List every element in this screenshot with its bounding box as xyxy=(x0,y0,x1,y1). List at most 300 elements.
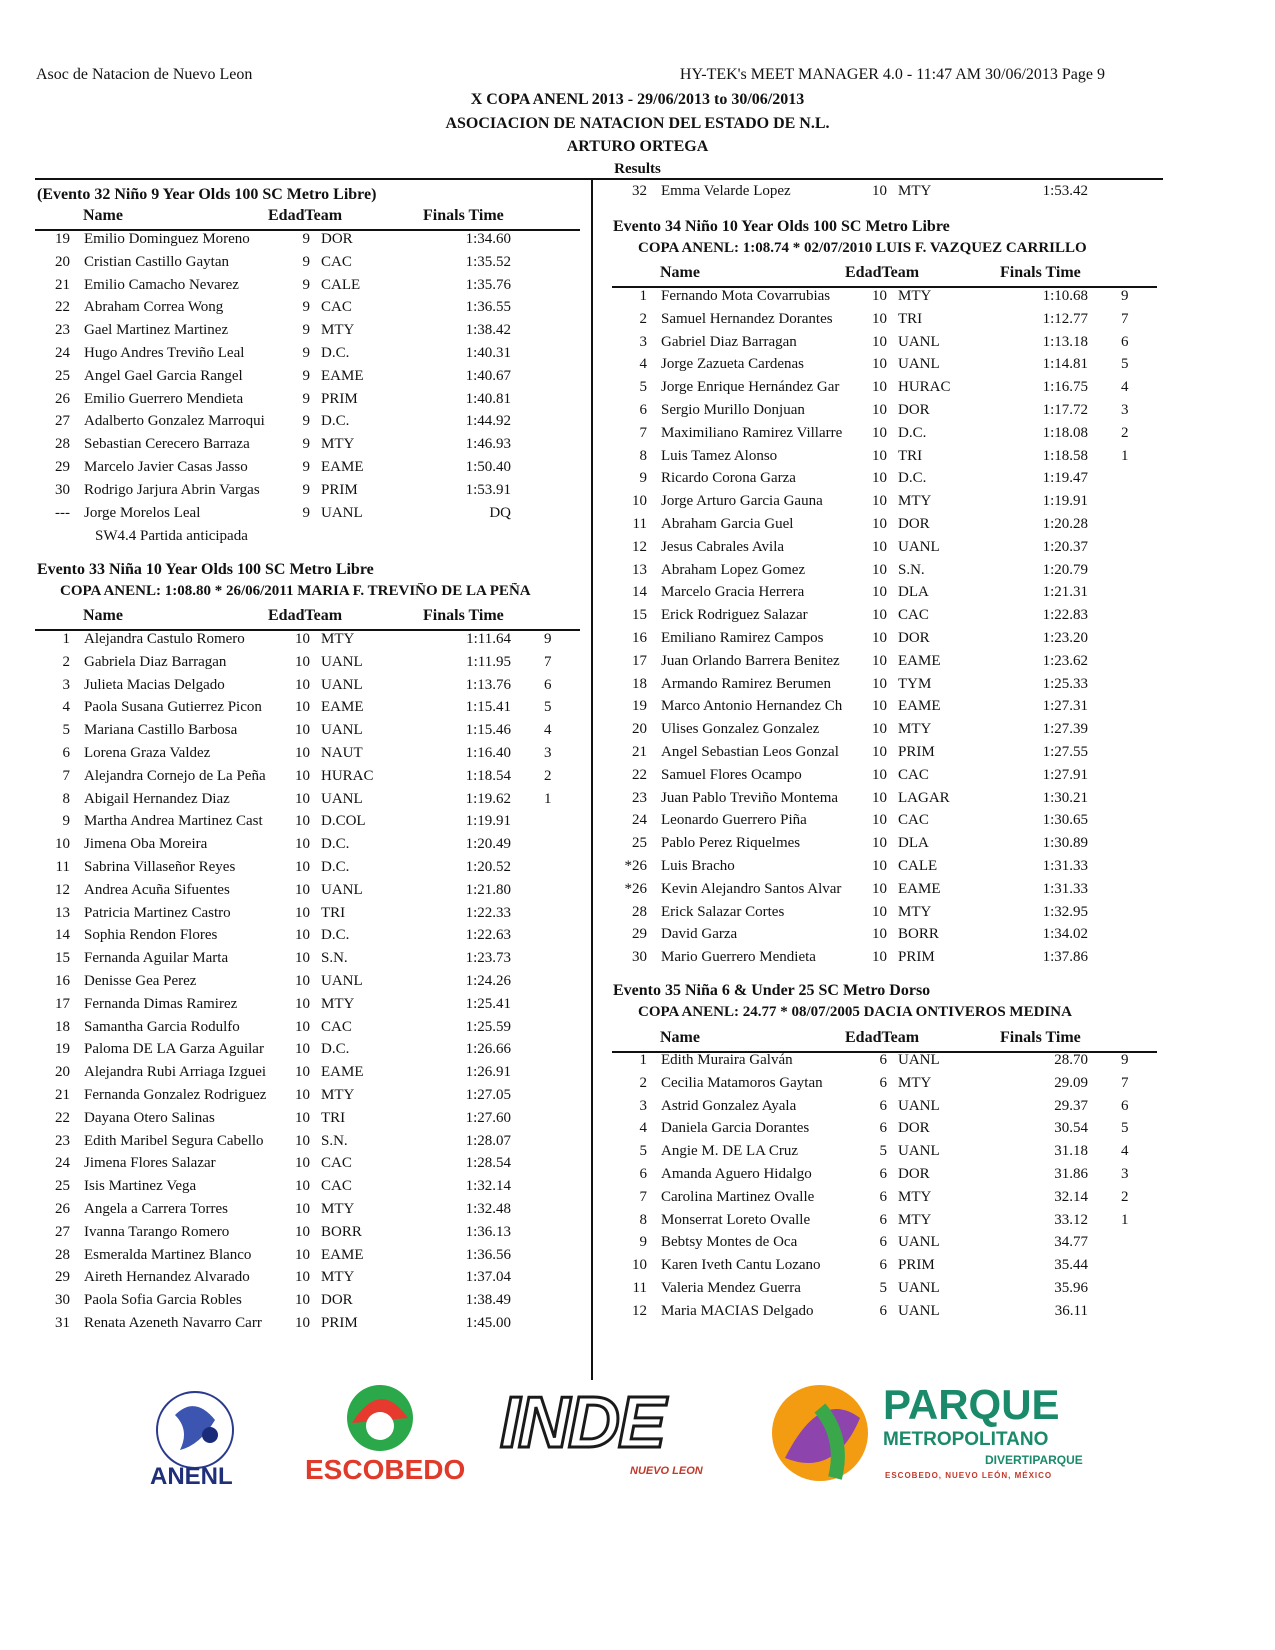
result-row xyxy=(35,436,580,459)
place: 11 xyxy=(55,859,70,875)
swimmer-name: Armando Ramirez Berumen xyxy=(661,675,831,692)
swimmer-name: Erick Rodriguez Salazar xyxy=(661,607,808,624)
team: CAC xyxy=(898,812,929,829)
finals-time: 35.44 xyxy=(1054,1257,1088,1274)
team: MTY xyxy=(321,1269,355,1286)
age: 6 xyxy=(879,1166,887,1182)
team: DOR xyxy=(898,402,930,418)
team: S.N. xyxy=(898,561,925,578)
swimmer-name: Ulises Gonzalez Gonzalez xyxy=(661,721,820,738)
result-row xyxy=(35,322,580,345)
result-row xyxy=(35,745,580,768)
finals-time: 1:18.54 xyxy=(465,767,511,784)
age: 6 xyxy=(879,1234,887,1251)
place: 21 xyxy=(55,1087,70,1103)
age: 10 xyxy=(872,652,887,669)
place: 23 xyxy=(632,789,647,806)
team: PRIM xyxy=(898,744,935,760)
result-row xyxy=(612,448,1157,471)
result-row xyxy=(35,677,580,700)
place: 20 xyxy=(632,721,647,738)
place: 28 xyxy=(55,436,70,453)
age: 9 xyxy=(302,345,310,361)
age: 10 xyxy=(872,402,887,418)
points: 9 xyxy=(1121,288,1129,304)
place: 30 xyxy=(632,949,647,966)
team: BORR xyxy=(321,1223,362,1240)
finals-time: 1:34.60 xyxy=(465,231,511,247)
finals-time: 1:13.18 xyxy=(1042,333,1088,350)
team: D.C. xyxy=(898,470,927,487)
team: PRIM xyxy=(321,390,358,407)
result-row xyxy=(612,812,1157,835)
column-age-team-label: EdadTeam xyxy=(268,207,343,224)
swimmer-name: Astrid Gonzalez Ayala xyxy=(661,1097,797,1114)
points: 2 xyxy=(544,767,552,784)
swimmer-name: Samantha Garcia Rodulfo xyxy=(84,1018,240,1035)
finals-time: 1:35.52 xyxy=(465,253,511,270)
finals-time: 1:15.46 xyxy=(465,722,511,739)
swimmer-name: Hugo Andres Treviño Leal xyxy=(84,345,245,361)
age: 10 xyxy=(872,721,887,738)
swimmer-name: Juan Pablo Treviño Montema xyxy=(661,789,839,806)
finals-time: 1:27.31 xyxy=(1042,698,1088,715)
age: 10 xyxy=(295,995,310,1012)
finals-time: 1:37.86 xyxy=(1042,949,1088,966)
team: UANL xyxy=(898,538,940,555)
escobedo-logo-text: ESCOBEDO xyxy=(305,1454,466,1485)
place: 5 xyxy=(639,379,647,396)
place: 29 xyxy=(632,926,647,943)
points: 4 xyxy=(1121,1143,1129,1160)
points: 3 xyxy=(1121,1166,1129,1182)
swimmer-name: Jorge Arturo Garcia Gauna xyxy=(661,493,823,510)
finals-time: 1:31.33 xyxy=(1042,858,1088,874)
result-row xyxy=(612,881,1157,904)
points: 6 xyxy=(544,676,552,693)
result-row xyxy=(35,905,580,928)
finals-time: 1:30.89 xyxy=(1042,835,1088,852)
team: UANL xyxy=(321,973,363,989)
place: 10 xyxy=(632,493,647,510)
age: 10 xyxy=(295,699,310,716)
event-record: COPA ANENL: 1:08.74 * 02/07/2010 LUIS F. VAZQUEZ CARRILLO xyxy=(638,240,1087,256)
age: 10 xyxy=(295,973,310,989)
dq-note: SW4.4 Partida anticipada xyxy=(95,528,248,544)
place: 22 xyxy=(632,766,647,783)
result-row xyxy=(612,311,1157,334)
finals-time: 35.96 xyxy=(1054,1280,1088,1296)
age: 10 xyxy=(872,333,887,350)
swimmer-name: Andrea Acuña Sifuentes xyxy=(84,881,230,898)
finals-time: 1:24.26 xyxy=(465,973,511,989)
place: 21 xyxy=(55,276,70,293)
age: 10 xyxy=(295,1223,310,1240)
age: 10 xyxy=(295,1018,310,1035)
age: 10 xyxy=(295,881,310,898)
place: 12 xyxy=(632,1302,647,1319)
result-row xyxy=(35,813,580,836)
swimmer-name: Maximiliano Ramirez Villarre xyxy=(661,424,843,441)
age: 10 xyxy=(872,379,887,396)
finals-time: 1:18.08 xyxy=(1042,424,1088,441)
age: 10 xyxy=(872,766,887,783)
age: 10 xyxy=(295,767,310,784)
team: TRI xyxy=(898,447,923,464)
finals-time: 1:15.41 xyxy=(465,699,511,716)
result-row xyxy=(35,1269,580,1292)
team: EAME xyxy=(321,1246,364,1263)
swimmer-name: Emiliano Ramirez Campos xyxy=(661,630,824,646)
place: 10 xyxy=(632,1257,647,1274)
column-header xyxy=(35,207,580,231)
place: 24 xyxy=(55,1155,70,1172)
age: 10 xyxy=(872,310,887,327)
age: 9 xyxy=(302,504,310,521)
team: TRI xyxy=(321,1109,346,1126)
place: 15 xyxy=(632,607,647,624)
team: CAC xyxy=(321,299,352,316)
event-record: COPA ANENL: 24.77 * 08/07/2005 DACIA ONTIVEROS MEDINA xyxy=(638,1004,1072,1020)
team: PRIM xyxy=(321,481,358,498)
result-row xyxy=(35,1155,580,1178)
result-row xyxy=(612,607,1157,630)
team: PRIM xyxy=(898,1257,935,1274)
age: 9 xyxy=(302,299,310,316)
place: *26 xyxy=(624,880,647,897)
points: 6 xyxy=(1121,1097,1129,1114)
place: 17 xyxy=(55,995,70,1012)
team: DOR xyxy=(898,1120,930,1137)
age: 10 xyxy=(872,675,887,692)
place: 14 xyxy=(55,927,70,944)
swimmer-name: Sophia Rendon Flores xyxy=(84,927,218,944)
finals-time: 1:30.21 xyxy=(1042,789,1088,806)
age: 10 xyxy=(295,1201,310,1217)
age: 10 xyxy=(295,904,310,921)
finals-time: 1:25.41 xyxy=(465,995,511,1012)
team: MTY xyxy=(321,631,355,647)
age: 9 xyxy=(302,436,310,453)
finals-time: 1:23.20 xyxy=(1042,630,1088,646)
result-row xyxy=(612,516,1157,539)
swimmer-name: Jimena Oba Moreira xyxy=(84,836,208,853)
swimmer-name: Samuel Flores Ocampo xyxy=(661,766,802,783)
swimmer-name: Samuel Hernandez Dorantes xyxy=(661,310,833,327)
age: 10 xyxy=(872,903,887,920)
age: 10 xyxy=(872,858,887,874)
team: UANL xyxy=(898,356,940,373)
team: DLA xyxy=(898,835,929,852)
result-row xyxy=(35,299,580,322)
team: MTY xyxy=(898,183,932,199)
team: TRI xyxy=(898,310,923,327)
event-record: COPA ANENL: 1:08.80 * 26/06/2011 MARIA F. TREVIÑO DE LA PEÑA xyxy=(60,583,531,599)
team: MTY xyxy=(898,721,932,738)
place: 4 xyxy=(639,356,647,373)
age: 9 xyxy=(302,367,310,384)
result-row xyxy=(612,904,1157,927)
points: 6 xyxy=(1121,333,1129,350)
escobedo-logo xyxy=(300,1378,466,1493)
result-row xyxy=(35,345,580,368)
result-row xyxy=(612,1120,1157,1143)
age: 6 xyxy=(879,1052,887,1068)
team: MTY xyxy=(898,903,932,920)
place: 21 xyxy=(632,744,647,760)
finals-time: 34.77 xyxy=(1054,1234,1088,1251)
age: 10 xyxy=(295,631,310,647)
finals-time: 1:16.40 xyxy=(465,745,511,761)
result-row xyxy=(612,1189,1157,1212)
points: 2 xyxy=(1121,424,1129,441)
anenl-logo-text: ANENL xyxy=(150,1463,233,1490)
result-row xyxy=(35,413,580,436)
swimmer-name: Edith Muraira Galván xyxy=(661,1052,793,1068)
result-row xyxy=(35,654,580,677)
finals-time: 1:23.62 xyxy=(1042,652,1088,669)
swimmer-name: Daniela Garcia Dorantes xyxy=(661,1120,810,1137)
team: UANL xyxy=(321,881,363,898)
age: 10 xyxy=(872,424,887,441)
finals-time: 1:20.79 xyxy=(1042,561,1088,578)
team: UANL xyxy=(898,1097,940,1114)
team: MTY xyxy=(321,322,355,339)
team: EAME xyxy=(321,1064,364,1081)
age: 6 xyxy=(879,1188,887,1205)
result-row xyxy=(35,927,580,950)
result-row xyxy=(35,950,580,973)
result-row xyxy=(35,1133,580,1156)
result-row xyxy=(35,996,580,1019)
points: 1 xyxy=(1121,447,1129,464)
finals-time: 1:19.47 xyxy=(1042,470,1088,487)
age: 5 xyxy=(879,1143,887,1160)
team: UANL xyxy=(321,653,363,670)
result-row xyxy=(35,791,580,814)
team: D.C. xyxy=(321,413,350,430)
swimmer-name: Jorge Morelos Leal xyxy=(84,504,201,521)
place: 20 xyxy=(55,253,70,270)
section-title: Results xyxy=(614,161,661,177)
result-row xyxy=(612,1257,1157,1280)
place: 19 xyxy=(55,1041,70,1058)
finals-time: 31.86 xyxy=(1054,1166,1088,1182)
place: 19 xyxy=(55,231,70,247)
column-name-label: Name xyxy=(660,1029,700,1046)
anenl-logo xyxy=(125,1375,265,1495)
place: 28 xyxy=(632,903,647,920)
finals-time: 1:36.13 xyxy=(465,1223,511,1240)
team: EAME xyxy=(898,698,941,715)
swimmer-name: Kevin Alejandro Santos Alvar xyxy=(661,880,842,897)
finals-time: 1:38.49 xyxy=(465,1292,511,1309)
age: 10 xyxy=(295,790,310,807)
swimmer-name: Julieta Macias Delgado xyxy=(84,676,225,693)
team: UANL xyxy=(898,333,940,350)
column-age-team-label: EdadTeam xyxy=(845,264,920,281)
team: TYM xyxy=(898,675,932,692)
swimmer-name: Patricia Martinez Castro xyxy=(84,904,231,921)
age: 9 xyxy=(302,413,310,430)
result-row xyxy=(612,356,1157,379)
swimmer-name: Marco Antonio Hernandez Ch xyxy=(661,698,843,715)
column-time-label: Finals Time xyxy=(423,607,504,624)
age: 9 xyxy=(302,322,310,339)
age: 9 xyxy=(302,231,310,247)
team: MTY xyxy=(898,1188,932,1205)
result-row xyxy=(35,1087,580,1110)
age: 10 xyxy=(872,812,887,829)
team: UANL xyxy=(898,1052,940,1068)
finals-time: 1:53.42 xyxy=(1042,183,1088,199)
age: 10 xyxy=(872,288,887,304)
column-name-label: Name xyxy=(83,207,123,224)
finals-time: 1:26.66 xyxy=(465,1041,511,1058)
finals-time: 1:38.42 xyxy=(465,322,511,339)
points: 7 xyxy=(544,653,552,670)
event-title: Evento 35 Niña 6 & Under 25 SC Metro Dorso xyxy=(613,982,931,999)
place: 8 xyxy=(639,1211,647,1228)
finals-time: 1:21.80 xyxy=(465,881,511,898)
points: 5 xyxy=(1121,356,1129,373)
age: 10 xyxy=(295,1041,310,1058)
place: 19 xyxy=(632,698,647,715)
finals-time: 1:27.91 xyxy=(1042,766,1088,783)
finals-time: 1:20.49 xyxy=(465,836,511,853)
place: 30 xyxy=(55,481,70,498)
team: MTY xyxy=(321,1087,355,1103)
finals-time: 1:37.04 xyxy=(465,1269,511,1286)
team: DOR xyxy=(321,231,353,247)
age: 6 xyxy=(879,1120,887,1137)
age: 6 xyxy=(879,1257,887,1274)
parque-logo-sub: METROPOLITANO xyxy=(883,1429,1049,1450)
age: 10 xyxy=(872,183,887,199)
place: 6 xyxy=(639,1166,647,1182)
finals-time: 1:20.28 xyxy=(1042,516,1088,532)
finals-time: 28.70 xyxy=(1054,1052,1088,1068)
place: 8 xyxy=(62,790,70,807)
team: PRIM xyxy=(321,1315,358,1331)
finals-time: 1:32.48 xyxy=(465,1201,511,1217)
finals-time: 29.09 xyxy=(1054,1074,1088,1091)
age: 9 xyxy=(302,459,310,475)
age: 10 xyxy=(295,1292,310,1309)
finals-time: 1:40.81 xyxy=(465,390,511,407)
age: 5 xyxy=(879,1280,887,1296)
finals-time: 1:13.76 xyxy=(465,676,511,693)
finals-time: 1:27.05 xyxy=(465,1087,511,1103)
finals-time: 1:22.63 xyxy=(465,927,511,944)
place: 23 xyxy=(55,322,70,339)
swimmer-name: Amanda Aguero Hidalgo xyxy=(661,1166,812,1182)
result-row xyxy=(35,391,580,414)
place: 4 xyxy=(62,699,70,716)
place: 31 xyxy=(55,1315,70,1331)
age: 10 xyxy=(872,356,887,373)
swimmer-name: Sergio Murillo Donjuan xyxy=(661,402,805,418)
org-name: Asoc de Natacion de Nuevo Leon xyxy=(36,66,253,83)
result-row xyxy=(35,254,580,277)
result-row xyxy=(35,722,580,745)
team: NAUT xyxy=(321,745,363,761)
result-row xyxy=(612,790,1157,813)
age: 10 xyxy=(295,1315,310,1331)
age: 10 xyxy=(872,835,887,852)
team: UANL xyxy=(321,676,363,693)
place: 26 xyxy=(55,390,70,407)
result-row xyxy=(35,882,580,905)
result-row xyxy=(35,973,580,996)
swimmer-name: Carolina Martinez Ovalle xyxy=(661,1188,815,1205)
finals-time: 1:30.65 xyxy=(1042,812,1088,829)
place: 7 xyxy=(62,767,70,784)
finals-time: 1:14.81 xyxy=(1042,356,1088,373)
finals-time: 1:20.52 xyxy=(465,859,511,875)
finals-time: 1:35.76 xyxy=(465,276,511,293)
place: 12 xyxy=(55,881,70,898)
age: 10 xyxy=(295,1155,310,1172)
swimmer-name: Fernando Mota Covarrubias xyxy=(661,288,831,304)
swimmer-name: Paola Susana Gutierrez Picon xyxy=(84,699,262,716)
team: HURAC xyxy=(321,767,374,784)
result-row xyxy=(35,1201,580,1224)
team: CAC xyxy=(321,253,352,270)
swimmer-name: Angel Gael Garcia Rangel xyxy=(84,367,243,384)
age: 10 xyxy=(295,1109,310,1126)
place: 9 xyxy=(639,1234,647,1251)
place: 22 xyxy=(55,299,70,316)
result-row xyxy=(612,653,1157,676)
association-title: ASOCIACION DE NATACION DEL ESTADO DE N.L. xyxy=(445,115,830,132)
team: EAME xyxy=(321,699,364,716)
finals-time: 1:22.33 xyxy=(465,904,511,921)
swimmer-name: Angel Sebastian Leos Gonzal xyxy=(661,744,839,760)
finals-time: 1:40.31 xyxy=(465,345,511,361)
team: UANL xyxy=(321,722,363,739)
finals-time: 1:11.95 xyxy=(466,653,511,670)
place: 16 xyxy=(632,630,647,646)
place: 7 xyxy=(639,1188,647,1205)
team: DOR xyxy=(321,1292,353,1309)
team: EAME xyxy=(321,367,364,384)
result-row xyxy=(35,1224,580,1247)
result-row xyxy=(35,1019,580,1042)
team: DLA xyxy=(898,584,929,601)
swimmer-name: Ivanna Tarango Romero xyxy=(84,1223,230,1240)
age: 6 xyxy=(879,1097,887,1114)
age: 10 xyxy=(872,880,887,897)
result-row xyxy=(35,859,580,882)
swimmer-name: Adalberto Gonzalez Marroqui xyxy=(84,413,265,430)
finals-time: 31.18 xyxy=(1054,1143,1088,1160)
points: 1 xyxy=(544,790,552,807)
team: UANL xyxy=(898,1280,940,1296)
software-info: HY-TEK's MEET MANAGER 4.0 - 11:47 AM 30/06/2013 Page 9 xyxy=(679,66,1105,83)
team: MTY xyxy=(898,1074,932,1091)
finals-time: 1:36.55 xyxy=(465,299,511,316)
result-row xyxy=(612,183,1157,206)
swimmer-name: Paola Sofia Garcia Robles xyxy=(84,1292,242,1309)
team: UANL xyxy=(898,1234,940,1251)
column-header xyxy=(612,264,1157,288)
age: 10 xyxy=(872,630,887,646)
swimmer-name: Abraham Garcia Guel xyxy=(661,516,794,532)
header-rule xyxy=(35,178,1163,180)
place: 27 xyxy=(55,413,70,430)
place: 13 xyxy=(55,904,70,921)
